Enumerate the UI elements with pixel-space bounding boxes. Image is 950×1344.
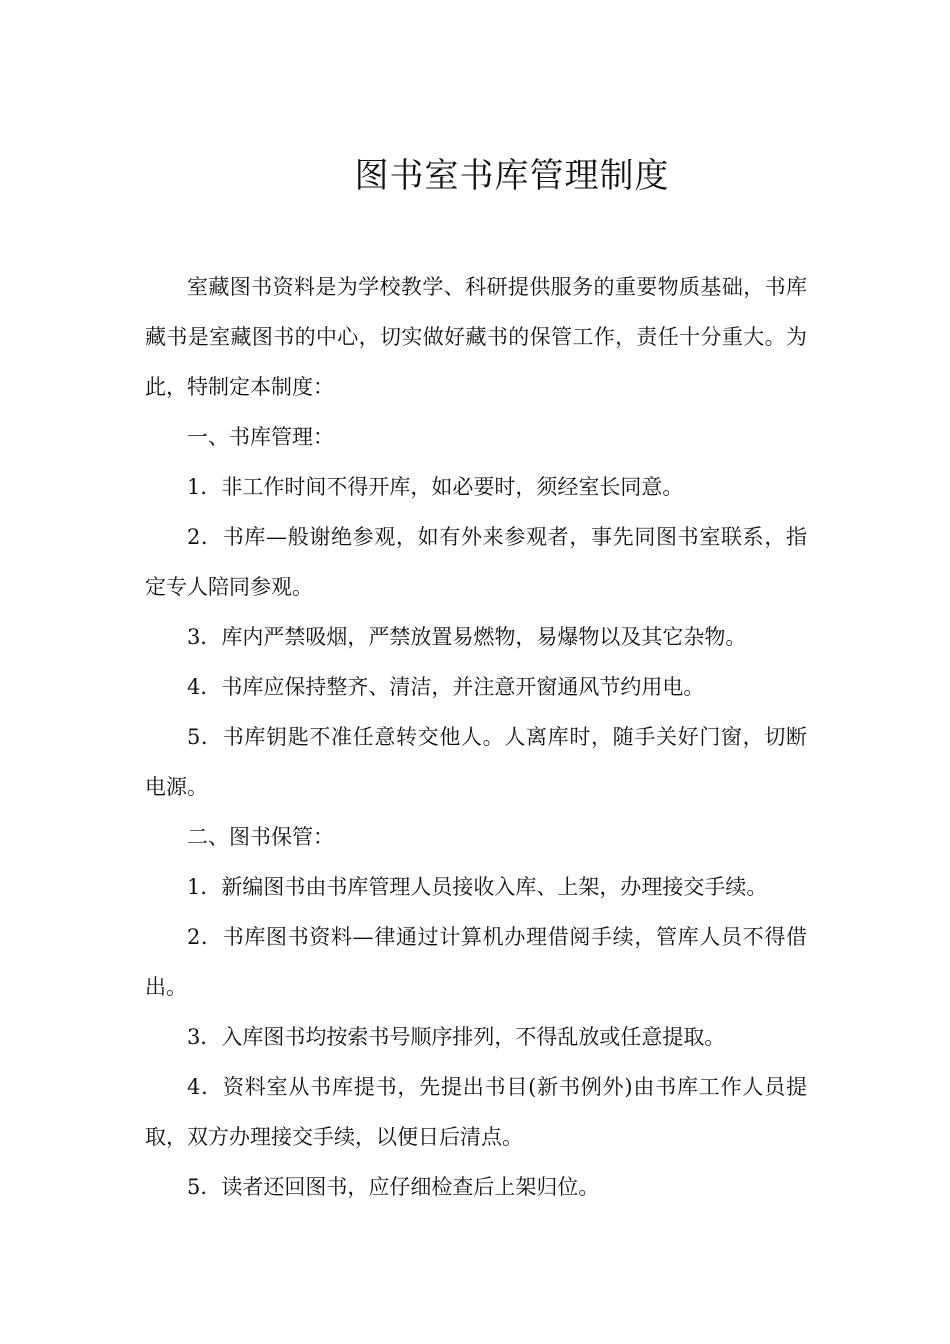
- rule-item: 5．读者还回图书，应仔细检查后上架归位。: [187, 1175, 600, 1199]
- document-body: [145, 262, 807, 1212]
- rule-item: 2．书库图书资料—律通过计算机办理借阅手续，管库人员不得借出。: [145, 925, 807, 999]
- section-heading-book-custody: 二、图书保管：: [187, 825, 334, 849]
- rule-item: 4．书库应保持整齐、清洁，并注意开窗通风节约用电。: [187, 675, 705, 699]
- rule-item: 2．书库—般谢绝参观，如有外来参观者，事先同图书室联系，指定专人陪同参观。: [145, 525, 807, 599]
- intro-paragraph: 室藏图书资料是为学校教学、科研提供服务的重要物质基础，书库藏书是室藏图书的中心，切实做好藏书的保管工作，责任十分重大。为此，特制定本制度：: [145, 275, 807, 399]
- rule-item: 3．库内严禁吸烟，严禁放置易燃物，易爆物以及其它杂物。: [187, 625, 747, 649]
- section-heading-library-management: 一、书库管理：: [187, 425, 334, 449]
- document-title: 图书室书库管理制度: [354, 156, 670, 196]
- rule-item: 5．书库钥匙不准任意转交他人。人离库时，随手关好门窗，切断电源。: [145, 725, 807, 799]
- rule-item: 1．新编图书由书库管理人员接收入库、上架，办理接交手续。: [187, 875, 768, 899]
- rule-item: 3．入库图书均按索书号顺序排列，不得乱放或任意提取。: [187, 1025, 726, 1049]
- rule-item: 4．资料室从书库提书，先提出书目(新书例外)由书库工作人员提取，双方办理接交手续，以便日后清点。: [145, 1075, 807, 1149]
- rule-item: 1．非工作时间不得开库，如必要时，须经室长同意。: [187, 475, 684, 499]
